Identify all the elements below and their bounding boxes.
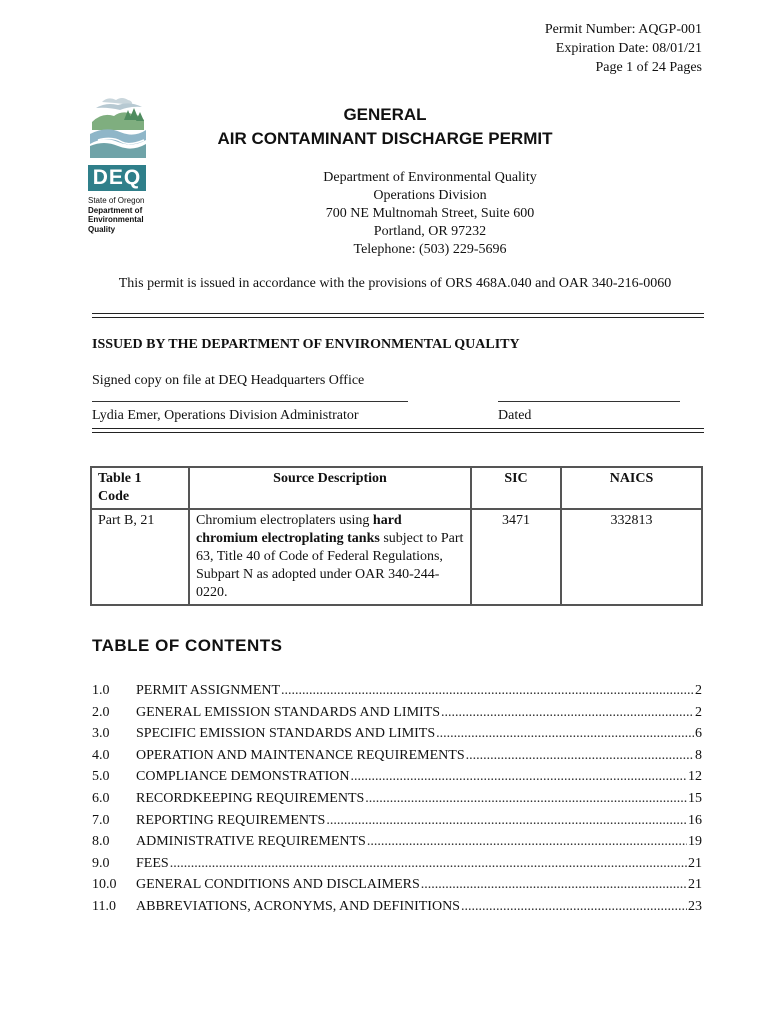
toc-number: 9.0: [92, 855, 110, 871]
naics-header: NAICS: [561, 467, 702, 509]
toc-page-number: 16: [688, 812, 702, 828]
page-count: Page 1 of 24 Pages: [595, 60, 702, 75]
signer-name: Lydia Emer, Operations Division Administrator: [92, 408, 359, 423]
agency-street: 700 NE Multnomah Street, Suite 600: [325, 206, 535, 221]
toc-number: 8.0: [92, 834, 110, 850]
naics-cell: 332813: [561, 509, 702, 605]
toc-number: 4.0: [92, 747, 110, 763]
sic-header: SIC: [471, 467, 561, 509]
toc-number: 11.0: [92, 898, 116, 914]
toc-item[interactable]: [92, 745, 702, 767]
description-text: Chromium electroplaters using: [196, 513, 373, 528]
date-line: [498, 401, 680, 402]
toc-number: 7.0: [92, 812, 110, 828]
code-header-line-2: Code: [98, 489, 130, 504]
toc-item[interactable]: [92, 723, 702, 745]
description-cell: [189, 509, 471, 605]
sic-cell: 3471: [471, 509, 561, 605]
toc-leader-dots: [365, 788, 687, 810]
toc-item[interactable]: [92, 788, 702, 810]
toc-number: 1.0: [92, 683, 110, 698]
toc-number: 3.0: [92, 726, 110, 742]
toc-item[interactable]: [92, 680, 702, 702]
agency-phone: Telephone: (503) 229-5696: [353, 242, 507, 257]
toc-title: ABBREVIATIONS, ACRONYMS, AND DEFINITIONS: [136, 898, 460, 914]
toc-page-number: 23: [688, 898, 702, 914]
description-text-rest: subject to Part 63, Title 40 of Code of Federal Regulations, Subpart N as adopted under OAR 340-244-0220.: [196, 531, 464, 600]
toc-leader-dots: [170, 853, 687, 875]
toc-page-number: 15: [688, 790, 702, 806]
dated-label: Dated: [498, 408, 532, 423]
title-line-1: GENERAL: [343, 105, 427, 124]
toc-number: 6.0: [92, 790, 110, 806]
permit-title: [0, 103, 770, 151]
permit-number: Permit Number: AQGP-001: [544, 22, 702, 37]
toc-leader-dots: [461, 896, 687, 918]
toc-title: ADMINISTRATIVE REQUIREMENTS: [136, 834, 366, 850]
toc-title: GENERAL EMISSION STANDARDS AND LIMITS: [136, 704, 441, 720]
toc-number: 2.0: [92, 704, 110, 720]
toc-leader-dots: [466, 745, 694, 767]
agency-city: Portland, OR 97232: [373, 224, 487, 239]
agency-division: Operations Division: [373, 188, 487, 203]
double-divider: [92, 313, 704, 318]
toc-title: RECORDKEEPING REQUIREMENTS: [136, 790, 365, 806]
toc-leader-dots: [436, 723, 694, 745]
toc-item[interactable]: [92, 831, 702, 853]
agency-address: [0, 169, 770, 259]
logo-dept: Department of: [88, 205, 143, 215]
logo-quality: Quality: [88, 224, 116, 234]
code-cell: Part B, 21: [91, 509, 189, 605]
code-header-line-1: Table 1: [98, 471, 142, 486]
logo-state: State of Oregon: [88, 196, 145, 205]
toc-title: COMPLIANCE DEMONSTRATION: [136, 769, 350, 785]
double-divider: [92, 428, 704, 433]
table-header-row: [91, 467, 702, 509]
toc-page-number: 12: [688, 769, 702, 785]
toc-page-number: 8: [695, 747, 702, 763]
toc-number: 10.0: [92, 877, 117, 893]
toc-item[interactable]: [92, 896, 702, 918]
permit-header: [545, 20, 702, 77]
toc-leader-dots: [281, 680, 694, 702]
source-table: [90, 466, 703, 606]
toc-page-number: 21: [688, 855, 702, 871]
toc-item[interactable]: [92, 702, 702, 724]
toc-item[interactable]: [92, 810, 702, 832]
toc-title: OPERATION AND MAINTENANCE REQUIREMENTS: [136, 747, 465, 763]
logo-env: Environmental: [88, 215, 144, 224]
toc-leader-dots: [441, 702, 694, 724]
code-header: [91, 467, 189, 509]
toc-page-number: 21: [688, 877, 702, 893]
signature-line: [92, 401, 408, 402]
description-header: Source Description: [189, 467, 471, 509]
description-bold: hard chromium electroplating tanks: [196, 513, 402, 546]
toc-number: 5.0: [92, 769, 110, 785]
toc-leader-dots: [351, 766, 687, 788]
toc-page-number: 2: [695, 704, 702, 720]
toc-item[interactable]: [92, 853, 702, 875]
toc-page-number: 2: [695, 683, 702, 698]
deq-abbreviation: DEQ: [88, 165, 146, 191]
toc-leader-dots: [326, 810, 687, 832]
table-of-contents: [92, 680, 702, 918]
provisions-statement: This permit is issued in accordance with the provisions of ORS 468A.040 and OAR 340-216-0060: [118, 276, 672, 291]
title-line-2: AIR CONTAMINANT DISCHARGE PERMIT: [217, 129, 553, 148]
toc-title: GENERAL CONDITIONS AND DISCLAIMERS: [136, 877, 420, 893]
toc-page-number: 19: [688, 834, 702, 850]
toc-title: SPECIFIC EMISSION STANDARDS AND LIMITS: [136, 726, 436, 742]
expiration-date: Expiration Date: 08/01/21: [555, 41, 702, 56]
table-row: [91, 509, 702, 605]
toc-item[interactable]: [92, 874, 702, 896]
toc-leader-dots: [421, 874, 687, 896]
toc-title: FEES: [136, 855, 169, 871]
toc-title: REPORTING REQUIREMENTS: [136, 812, 326, 828]
toc-title: PERMIT ASSIGNMENT: [136, 683, 281, 698]
toc-page-number: 6: [695, 726, 702, 742]
issued-by-heading: ISSUED BY THE DEPARTMENT OF ENVIRONMENTAL QUALITY: [92, 337, 520, 352]
signed-note: Signed copy on file at DEQ Headquarters Office: [92, 373, 365, 388]
toc-leader-dots: [367, 831, 687, 853]
agency-name: Department of Environmental Quality: [323, 170, 537, 185]
toc-heading: TABLE OF CONTENTS: [92, 636, 283, 655]
toc-item[interactable]: [92, 766, 702, 788]
